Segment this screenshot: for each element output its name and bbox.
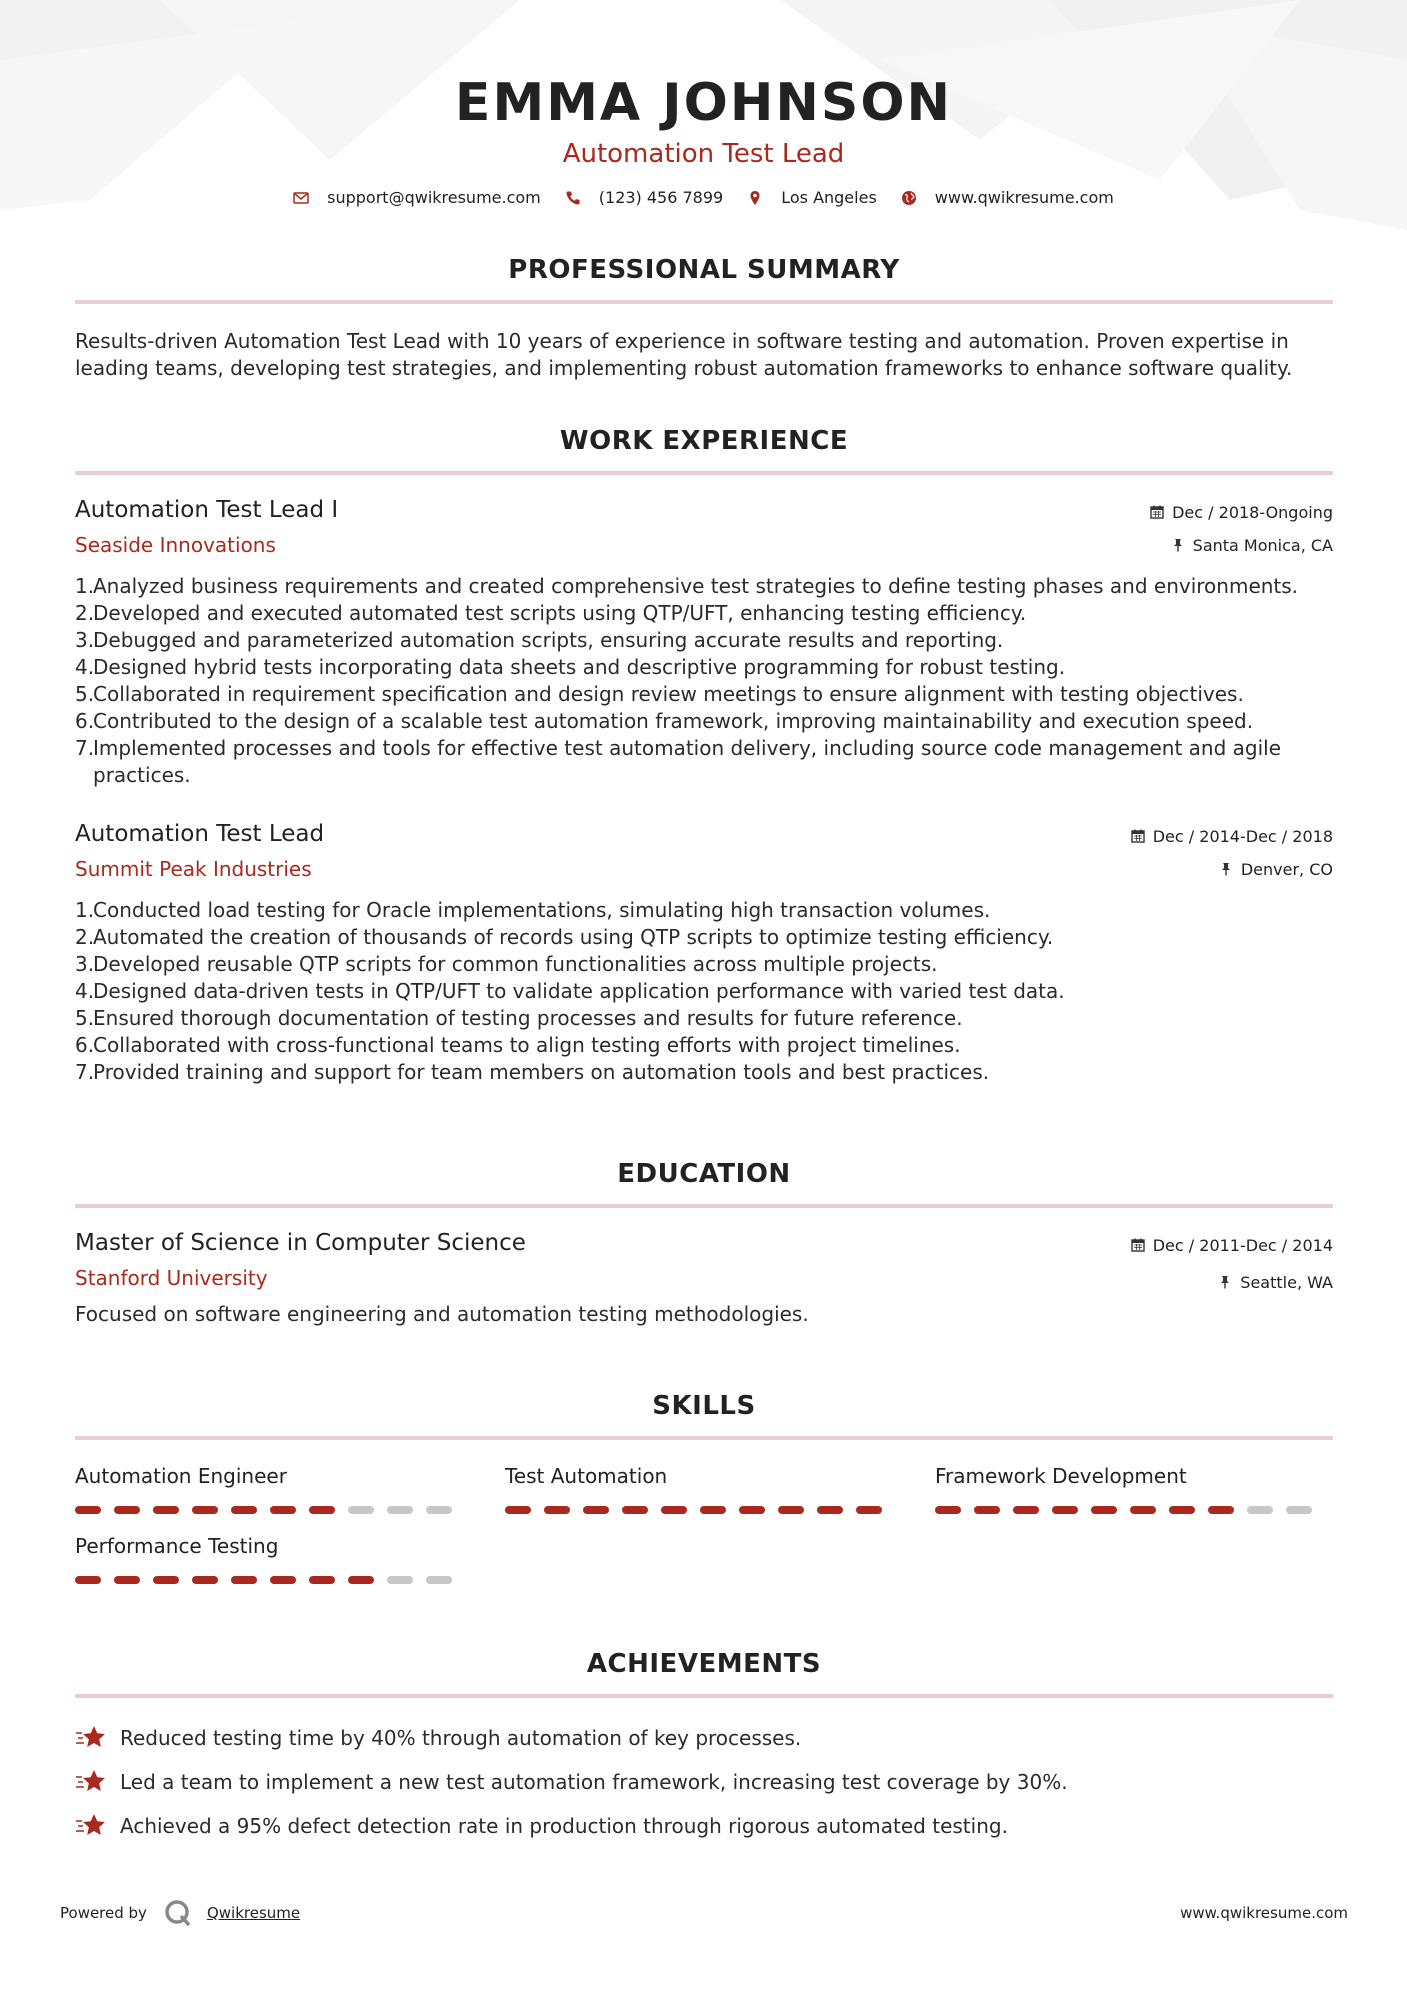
candidate-name: EMMA JOHNSON [454, 73, 953, 133]
skill-rating [935, 1506, 1333, 1514]
rating-dot-filled [348, 1576, 374, 1584]
duty-number: 7. [75, 1060, 95, 1084]
duty-item [75, 654, 1333, 681]
skills-grid [75, 1462, 1333, 1584]
rating-dot-empty [1247, 1506, 1273, 1514]
duty-item [75, 924, 1333, 951]
skill-name: Framework Development [935, 1464, 1187, 1488]
envelope-icon [293, 190, 309, 206]
pin-icon [1171, 538, 1185, 552]
job-location [1131, 858, 1333, 880]
summary-section [75, 254, 1333, 382]
achievement-item [75, 1760, 1333, 1804]
rating-dot-filled [1130, 1506, 1156, 1514]
achievements-heading: ACHIEVEMENTS [75, 1648, 1333, 1698]
education-heading: EDUCATION [75, 1158, 1333, 1208]
duty-text: Developed and executed automated test scripts using QTP/UFT, enhancing testing efficiency. [93, 601, 1027, 625]
job-dates [1150, 501, 1333, 523]
duty-number: 3. [75, 628, 95, 652]
education-dates-text: Dec / 2011-Dec / 2014 [1152, 1235, 1333, 1255]
rating-dot-filled [622, 1506, 648, 1514]
duty-text: Provided training and support for team members on automation tools and best practices. [93, 1060, 990, 1084]
achievement-text: Led a team to implement a new test automation framework, increasing test coverage by 30%. [120, 1770, 1068, 1794]
pin-icon [1218, 1275, 1232, 1289]
contact-email[interactable] [293, 188, 541, 207]
duty-text: Automated the creation of thousands of records using QTP scripts to optimize testing efficiency. [93, 925, 1054, 949]
achievement-item [75, 1804, 1333, 1848]
rating-dot-filled [583, 1506, 609, 1514]
rating-dot-filled [114, 1576, 140, 1584]
skill-rating [75, 1506, 505, 1514]
duty-text: Analyzed business requirements and created comprehensive test strategies to define testing phases and environments. [93, 574, 1299, 598]
rating-dot-filled [270, 1576, 296, 1584]
duty-text: Conducted load testing for Oracle implementations, simulating high transaction volumes. [93, 898, 991, 922]
education-location-text: Seattle, WA [1240, 1272, 1333, 1292]
rating-dot-filled [1052, 1506, 1078, 1514]
rating-dot-filled [1091, 1506, 1117, 1514]
contact-location [747, 188, 877, 207]
skill-name: Performance Testing [75, 1534, 279, 1558]
summary-heading: PROFESSIONAL SUMMARY [75, 254, 1333, 304]
achievement-text: Reduced testing time by 40% through automation of key processes. [120, 1726, 802, 1750]
rating-dot-filled [309, 1576, 335, 1584]
rating-dot-filled [974, 1506, 1000, 1514]
duty-number: 4. [75, 979, 95, 1003]
job-header [75, 495, 1333, 559]
job-location-text: Denver, CO [1240, 859, 1333, 879]
job-entry [75, 819, 1333, 1086]
skill-rating [75, 1576, 505, 1584]
calendar-icon [1150, 505, 1164, 519]
powered-by-label: Powered by [60, 1904, 147, 1922]
globe-icon [901, 190, 917, 206]
job-dates-text: Dec / 2018-Ongoing [1172, 502, 1333, 522]
rating-dot-filled [505, 1506, 531, 1514]
duty-text: Collaborated in requirement specification and design review meetings to ensure alignment with testing objectives. [93, 682, 1244, 706]
job-duties [75, 897, 1333, 1086]
rating-dot-filled [114, 1506, 140, 1514]
education-degree: Master of Science in Computer Science [75, 1230, 526, 1256]
calendar-icon [1131, 829, 1145, 843]
calendar-icon [1131, 1238, 1145, 1252]
duty-number: 1. [75, 898, 95, 922]
duty-item [75, 1005, 1333, 1032]
star-icon [75, 1812, 107, 1840]
experience-heading: WORK EXPERIENCE [75, 425, 1333, 475]
duty-number: 6. [75, 709, 95, 733]
rating-dot-filled [231, 1506, 257, 1514]
rating-dot-empty [348, 1506, 374, 1514]
footer-website[interactable]: www.qwikresume.com [1180, 1904, 1348, 1922]
rating-dot-empty [1286, 1506, 1312, 1514]
skill-item [505, 1462, 935, 1514]
duty-item [75, 627, 1333, 654]
rating-dot-filled [270, 1506, 296, 1514]
duty-number: 4. [75, 655, 95, 679]
duty-item [75, 708, 1333, 735]
rating-dot-filled [817, 1506, 843, 1514]
education-meta [1131, 1228, 1333, 1293]
rating-dot-filled [1208, 1506, 1234, 1514]
experience-section [75, 425, 1333, 1086]
contact-website[interactable] [901, 188, 1114, 207]
duty-number: 7. [75, 736, 95, 760]
duty-number: 2. [75, 601, 95, 625]
job-dates-text: Dec / 2014-Dec / 2018 [1152, 826, 1333, 846]
contact-phone-text: (123) 456 7899 [598, 188, 724, 207]
education-dates [1131, 1234, 1333, 1256]
job-role: Automation Test Lead I [75, 497, 339, 523]
duty-text: Contributed to the design of a scalable test automation framework, improving maintainability and execution speed. [93, 709, 1254, 733]
duty-item [75, 735, 1333, 789]
powered-by [60, 1898, 300, 1928]
skill-item [75, 1532, 505, 1584]
achievement-text: Achieved a 95% defect detection rate in production through rigorous automated testing. [120, 1814, 1008, 1838]
skills-section [75, 1390, 1333, 1584]
phone-icon [565, 190, 581, 206]
rating-dot-empty [426, 1576, 452, 1584]
summary-text: Results-driven Automation Test Lead with 10 years of experience in software testing and automation. Proven expertise in leading teams, developing test strategies, and implementing robust automation frameworks to enhance software quality. [75, 329, 1293, 380]
duty-text: Implemented processes and tools for effective test automation delivery, including source code management and agile practices. [93, 736, 1282, 787]
job-role: Automation Test Lead [75, 821, 325, 847]
pin-icon [1219, 862, 1233, 876]
contact-website-text: www.qwikresume.com [934, 188, 1114, 207]
rating-dot-filled [153, 1576, 179, 1584]
rating-dot-empty [387, 1506, 413, 1514]
education-section [75, 1158, 1333, 1328]
duty-text: Designed data-driven tests in QTP/UFT to validate application performance with varied test data. [93, 979, 1065, 1003]
job-entry [75, 495, 1333, 789]
duty-item [75, 897, 1333, 924]
rating-dot-filled [231, 1576, 257, 1584]
map-marker-icon [747, 190, 763, 206]
achievements-list [75, 1716, 1333, 1848]
job-company: Seaside Innovations [75, 533, 276, 557]
duty-number: 6. [75, 1033, 95, 1057]
footer [60, 1898, 1348, 1928]
rating-dot-filled [739, 1506, 765, 1514]
rating-dot-filled [935, 1506, 961, 1514]
duty-text: Designed hybrid tests incorporating data sheets and descriptive programming for robust testing. [93, 655, 1066, 679]
education-school: Stanford University [75, 1266, 268, 1290]
rating-dot-filled [778, 1506, 804, 1514]
duty-item [75, 1032, 1333, 1059]
rating-dot-filled [1013, 1506, 1039, 1514]
job-duties [75, 573, 1333, 789]
star-icon [75, 1768, 107, 1796]
rating-dot-filled [309, 1506, 335, 1514]
achievement-item [75, 1716, 1333, 1760]
skill-name: Test Automation [505, 1464, 668, 1488]
candidate-title: Automation Test Lead [562, 139, 845, 169]
contact-location-text: Los Angeles [781, 188, 877, 207]
education-header [75, 1228, 1333, 1293]
skills-heading: SKILLS [75, 1390, 1333, 1440]
contact-phone[interactable] [565, 188, 723, 207]
rating-dot-filled [700, 1506, 726, 1514]
contact-email-text: support@qwikresume.com [327, 188, 541, 207]
rating-dot-filled [192, 1506, 218, 1514]
duty-text: Ensured thorough documentation of testing processes and results for future reference. [93, 1006, 963, 1030]
education-location [1131, 1271, 1333, 1293]
rating-dot-filled [192, 1576, 218, 1584]
rating-dot-empty [426, 1506, 452, 1514]
job-location-text: Santa Monica, CA [1192, 535, 1333, 555]
rating-dot-filled [544, 1506, 570, 1514]
duty-text: Developed reusable QTP scripts for common functionalities across multiple projects. [93, 952, 938, 976]
rating-dot-filled [153, 1506, 179, 1514]
duty-item [75, 681, 1333, 708]
duty-number: 5. [75, 1006, 95, 1030]
qwikresume-logo-icon [163, 1898, 193, 1928]
duty-item [75, 1059, 1333, 1086]
duty-item [75, 600, 1333, 627]
skill-item [935, 1462, 1333, 1514]
duty-number: 1. [75, 574, 95, 598]
duty-number: 3. [75, 952, 95, 976]
job-dates [1131, 825, 1333, 847]
contact-bar [0, 188, 1407, 207]
job-company: Summit Peak Industries [75, 857, 312, 881]
rating-dot-filled [661, 1506, 687, 1514]
job-location [1150, 534, 1333, 556]
duty-item [75, 573, 1333, 600]
duty-text: Debugged and parameterized automation scripts, ensuring accurate results and reporting. [93, 628, 1004, 652]
duty-text: Collaborated with cross-functional teams to align testing efforts with project timelines. [93, 1033, 961, 1057]
skill-item [75, 1462, 505, 1514]
duty-item [75, 951, 1333, 978]
rating-dot-empty [387, 1576, 413, 1584]
job-meta [1131, 819, 1333, 880]
education-description: Focused on software engineering and automation testing methodologies. [75, 1302, 809, 1326]
skill-rating [505, 1506, 935, 1514]
brand-link[interactable]: Qwikresume [206, 1904, 301, 1922]
skill-name: Automation Engineer [75, 1464, 287, 1488]
duty-number: 2. [75, 925, 95, 949]
job-meta [1150, 495, 1333, 556]
achievements-section [75, 1648, 1333, 1848]
rating-dot-filled [75, 1506, 101, 1514]
rating-dot-filled [856, 1506, 882, 1514]
duty-number: 5. [75, 682, 95, 706]
star-icon [75, 1724, 107, 1752]
job-header [75, 819, 1333, 883]
rating-dot-filled [75, 1576, 101, 1584]
resume-header [0, 72, 1407, 207]
duty-item [75, 978, 1333, 1005]
rating-dot-filled [1169, 1506, 1195, 1514]
